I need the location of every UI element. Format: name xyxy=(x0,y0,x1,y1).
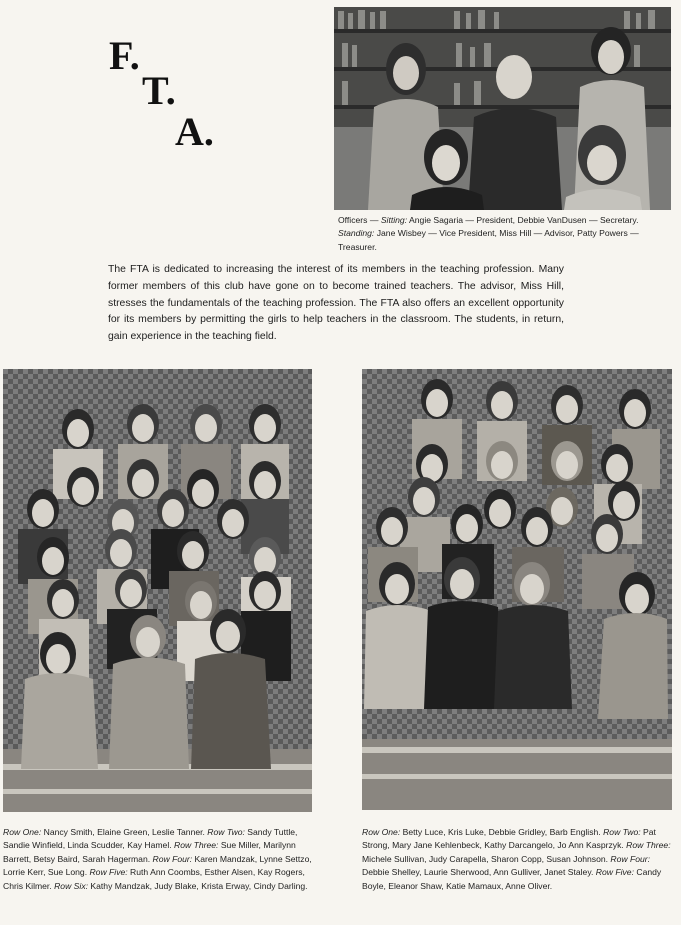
row-one-label: Row One: xyxy=(3,827,42,837)
row-four-label: Row Four: xyxy=(610,853,651,864)
left-group-photo xyxy=(3,369,312,812)
caption-standing-names: Jane Wisbey — Vice President, Miss Hill — Advisor, Patty Powers — Treasurer. xyxy=(338,228,639,252)
row-three-label: Row Three: xyxy=(626,840,671,851)
right-group-photo xyxy=(362,369,672,810)
officers-caption xyxy=(338,214,674,254)
row-four-label: Row Four: xyxy=(152,853,193,864)
row-three-names: Sue Miller, Marilynn Barrett, Betsy Baird, Sarah Hagerman. xyxy=(3,840,296,864)
row-five-label: Row Five: xyxy=(595,867,634,878)
row-three-names: Michele Sullivan, Judy Carapella, Sharon Copp, Susan Johnson. xyxy=(362,853,611,864)
title-letter-f: F. xyxy=(109,33,140,78)
officers-photo xyxy=(334,7,671,210)
row-one-label: Row One: xyxy=(362,827,401,837)
row-two-names: Pat Strong, Mary Jane Kehlenbeck, Kathy Darcangelo, Jo Ann Kasprzyk. xyxy=(362,827,656,851)
row-five-names: Candy Boyle, Eleanor Shaw, Katie Mamaux, Anne Oliver. xyxy=(362,867,662,891)
row-one-names: Betty Luce, Kris Luke, Debbie Gridley, Barb English. xyxy=(400,827,604,837)
intro-paragraph: The FTA is dedicated to increasing the interest of its members in the teaching profession. Many former members of this club have gone on to become trained teachers. The advisor, Miss Hill, stresses the fundamentals of the teaching profession. The FTA also offers an excellent opportunity for its members by permitting the girls to help teachers in the classroom. The students, in return, gain experience in the teaching field. xyxy=(108,264,564,343)
row-two-label: Row Two: xyxy=(207,827,245,837)
row-four-names: Karen Mandzak, Lynne Settzo, Lorrie Kerr, Sue Long. xyxy=(3,853,312,878)
caption-sitting-label: Sitting: xyxy=(380,215,408,225)
left-photo-caption xyxy=(3,826,315,893)
row-three-label: Row Three: xyxy=(174,840,219,851)
row-four-names: Debbie Shelley, Laurie Sherwood, Ann Gulliver, Janet Staley. xyxy=(362,867,596,878)
row-six-names: Kathy Mandzak, Judy Blake, Krista Erway, Cindy Darling. xyxy=(88,880,308,891)
row-one-names: Nancy Smith, Elaine Green, Leslie Tanner. xyxy=(41,827,208,837)
caption-sitting-names: Angie Sagaria — President, Debbie VanDusen — Secretary. xyxy=(407,215,639,225)
title-letter-t: T. xyxy=(142,68,176,113)
caption-officers-prefix: Officers — xyxy=(338,215,381,225)
row-five-names: Ruth Ann Coombs, Esther Alsen, Kay Rogers, Chris Kilmer. xyxy=(3,867,305,891)
row-six-label: Row Six: xyxy=(54,880,88,891)
row-two-names: Sandy Tuttle, Sandie Winfield, Linda Scudder, Kay Hamel. xyxy=(3,827,298,851)
row-two-label: Row Two: xyxy=(603,827,641,837)
right-photo-caption xyxy=(362,826,674,893)
title-letter-a: A. xyxy=(175,109,214,154)
caption-standing-label: Standing: xyxy=(338,228,375,239)
row-five-label: Row Five: xyxy=(89,867,128,878)
